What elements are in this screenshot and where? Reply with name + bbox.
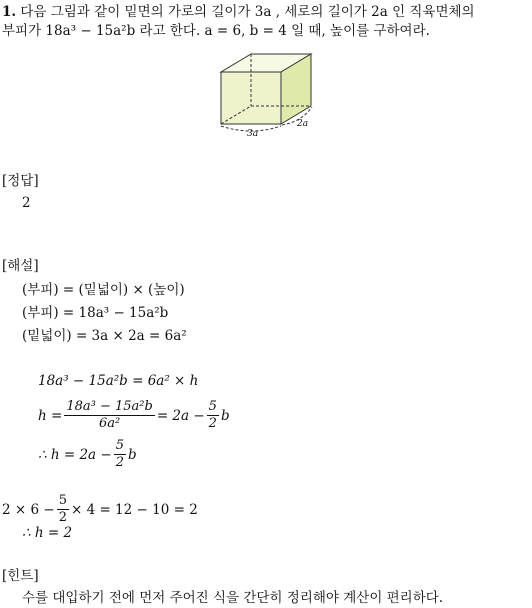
equation-1: 18a³ − 15a²b = 6a² × h [38, 373, 199, 389]
calculation-line [2, 493, 198, 526]
equation-2-fraction [64, 399, 155, 432]
equation-2-denominator: 6a² [98, 416, 121, 431]
result-line: ∴ h = 2 [22, 525, 73, 541]
equation-3-num: 5 [115, 438, 124, 453]
equation-2-small-fraction [207, 399, 219, 432]
calculation-lhs: 2 × 6 − [2, 501, 55, 518]
equation-2-small-num: 5 [208, 399, 217, 414]
hint-heading: [힌트] [2, 568, 39, 584]
answer-heading: [정답] [2, 173, 39, 189]
solution-line-1: (부피) = (밑넓이) × (높이) [22, 282, 185, 298]
equation-2-mid: = 2a − [156, 407, 205, 424]
calculation-tail: × 4 = 12 − 10 = 2 [70, 501, 198, 518]
solution-line-2: (부피) = 18a³ − 15a²b [22, 305, 169, 321]
question-line-1 [2, 2, 475, 22]
calculation-num: 5 [58, 493, 67, 508]
question-text-2: 부피가 18a³ − 15a²b 라고 한다. a = 6, b = 4 일 때, 높이를 구하여라. [2, 23, 430, 39]
answer-value: 2 [22, 195, 31, 211]
calculation-fraction [57, 493, 69, 526]
depth-label: 2a [297, 119, 309, 129]
question-text-1: 다음 그림과 같이 밑면의 가로의 길이가 3a , 세로의 길이가 2a 인 직육면체의 [20, 4, 475, 20]
solution-line-3: (밑넓이) = 3a × 2a = 6a² [22, 328, 187, 344]
equation-2 [38, 399, 230, 432]
question-number: 1. [2, 4, 17, 20]
equation-3-lhs: ∴ h = 2a − [38, 446, 112, 463]
equation-3-tail: b [128, 446, 137, 463]
cuboid-figure [215, 52, 325, 140]
equation-3-den: 2 [115, 455, 124, 470]
calculation-den: 2 [58, 510, 67, 525]
equation-2-numerator: 18a³ − 15a²b [66, 399, 153, 414]
equation-3-fraction [114, 438, 126, 471]
solution-heading: [해설] [2, 258, 39, 274]
hint-text: 수를 대입하기 전에 먼저 주어진 식을 간단히 정리해야 계산이 편리하다. [22, 590, 444, 606]
equation-3 [38, 438, 137, 471]
width-label: 3a [247, 129, 259, 139]
equation-2-tail: b [220, 407, 230, 424]
equation-2-lhs: h = [38, 407, 63, 424]
equation-2-small-den: 2 [208, 416, 217, 431]
